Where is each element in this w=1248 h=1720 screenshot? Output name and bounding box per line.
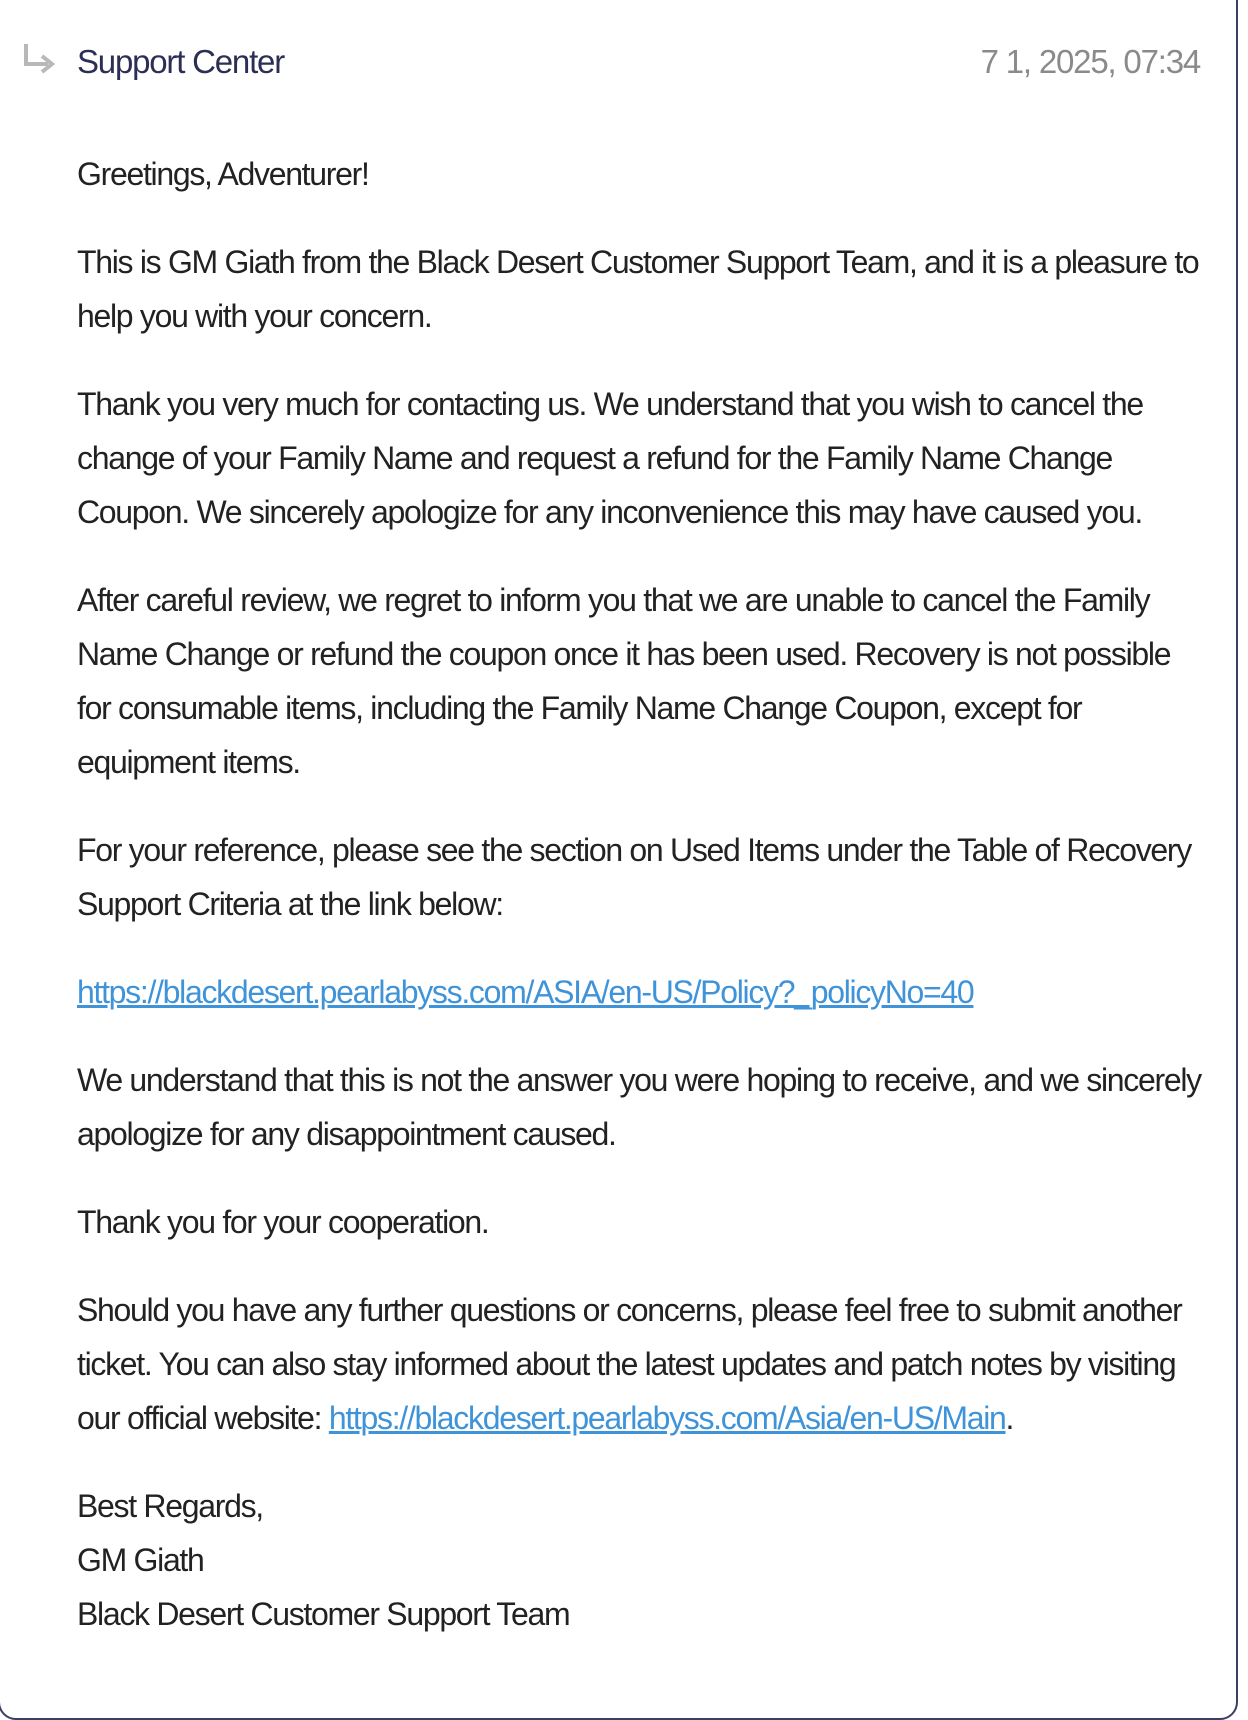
further-suffix: . bbox=[1005, 1400, 1014, 1436]
sender-name: Support Center bbox=[77, 43, 284, 80]
signature bbox=[77, 1479, 1207, 1641]
greeting-paragraph: Greetings, Adventurer! bbox=[77, 156, 369, 192]
message-body bbox=[77, 147, 1207, 1641]
further-paragraph bbox=[77, 1283, 1207, 1445]
policy-link[interactable]: https://blackdesert.pearlabyss.com/ASIA/en-US/Policy?_policyNo=40 bbox=[77, 974, 974, 1010]
signoff-line: Best Regards, bbox=[77, 1488, 263, 1524]
thanks-paragraph: Thank you for your cooperation. bbox=[77, 1204, 489, 1240]
main-site-link[interactable]: https://blackdesert.pearlabyss.com/Asia/en-US/Main bbox=[328, 1400, 1006, 1436]
message-timestamp: 7 1, 2025, 07:34 bbox=[980, 43, 1200, 80]
intro-paragraph: This is GM Giath from the Black Desert Customer Support Team, and it is a pleasure to help you with your concern. bbox=[77, 244, 1199, 334]
team-name: Black Desert Customer Support Team bbox=[77, 1596, 570, 1632]
reply-header bbox=[20, 30, 1200, 90]
reference-paragraph: For your reference, please see the section on Used Items under the Table of Recovery Support Criteria at the link below: bbox=[77, 832, 1191, 922]
policy-link-paragraph bbox=[77, 965, 1207, 1019]
apology-paragraph: We understand that this is not the answer you were hoping to receive, and we sincerely apologize for any disappointment caused. bbox=[77, 1062, 1201, 1152]
further-text: Should you have any further questions or concerns, please feel free to submit another ticket. You can also stay informed about the latest updates and patch notes by visiting our official website: bbox=[77, 1292, 1182, 1436]
understanding-paragraph: Thank you very much for contacting us. We understand that you wish to cancel the change of your Family Name and request a refund for the Family Name Change Coupon. We sincerely apologize for any inconvenience this may have caused you. bbox=[77, 386, 1143, 530]
decision-paragraph: After careful review, we regret to inform you that we are unable to cancel the Family Name Change or refund the coupon once it has been used. Recovery is not possible for consumable items, including the Family Name Change Coupon, except for equipment items. bbox=[77, 582, 1171, 780]
reply-arrow-icon bbox=[20, 40, 60, 80]
signer-name: GM Giath bbox=[77, 1542, 204, 1578]
